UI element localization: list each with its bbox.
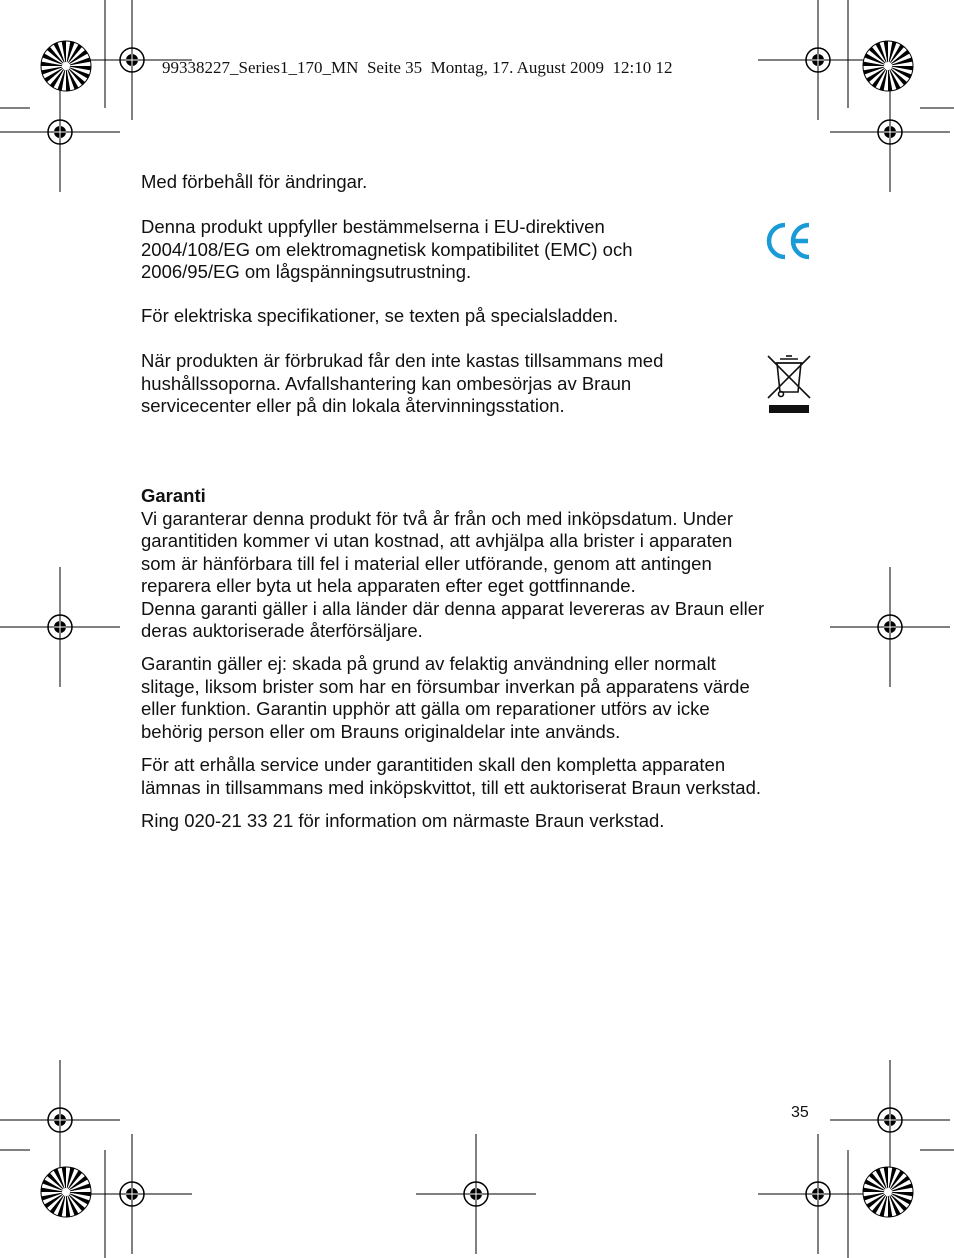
color-calibration-target-icon <box>863 1167 913 1217</box>
disposal-line: servicecenter eller på din lokala återvinningsstation. <box>141 395 565 416</box>
warranty-exclusions <box>141 653 821 743</box>
eu-line: 2004/108/EG om elektromagnetisk kompatibilitet (EMC) och <box>141 238 633 260</box>
service-instructions <box>141 754 821 799</box>
registration-mark-icon <box>758 0 878 120</box>
warranty-heading: Garanti <box>141 485 206 506</box>
service-line: För att erhålla service under garantitiden skall den kompletta apparaten <box>141 754 726 775</box>
disposal-line: När produkten är förbrukad får den inte kastas tillsammans med <box>141 350 664 371</box>
registration-mark-icon <box>0 567 120 687</box>
service-line: lämnas in tillsammans med inköpskvittot, till ett auktoriserat Braun verkstad. <box>141 776 761 798</box>
eu-notice <box>141 216 821 284</box>
warranty-section <box>141 485 821 643</box>
warranty-line: deras auktoriserade återförsäljare. <box>141 620 423 641</box>
registration-mark-icon <box>758 1134 878 1254</box>
registration-mark-icon <box>830 567 950 687</box>
electrical-line: För elektriska specifikationer, se texten på specialsladden. <box>141 305 619 326</box>
registration-mark-icon <box>416 1134 536 1254</box>
notices-section <box>141 171 821 194</box>
warranty-line: som är hänförbara till fel i material eller utförande, genom att antingen <box>141 552 712 574</box>
color-calibration-target-icon <box>41 1167 91 1217</box>
warranty-line: reparera eller byta ut hela apparaten efter eget gottfinnande. <box>141 575 636 596</box>
color-calibration-target-icon <box>863 41 913 91</box>
warranty-line: Denna garanti gäller i alla länder där denna apparat levereras av Braun eller <box>141 597 765 619</box>
eu-line: 2006/95/EG om lågspänningsutrustning. <box>141 261 472 282</box>
exclusion-line: eller funktion. Garantin upphör att gälla om reparationer utförs av icke <box>141 698 710 719</box>
warranty-line: Vi garanterar denna produkt för två år från och med inköpsdatum. Under <box>141 507 733 529</box>
eu-line: Denna produkt uppfyller bestämmelserna i EU-direktiven <box>141 216 605 237</box>
registration-mark-icon <box>0 1060 120 1180</box>
contact-line: Ring 020-21 33 21 för information om närmaste Braun verkstad. <box>141 810 665 831</box>
disposal-line: hushållssoporna. Avfallshantering kan ombesörjas av Braun <box>141 372 632 394</box>
electrical-notice <box>141 305 821 328</box>
disposal-notice <box>141 350 821 418</box>
exclusion-line: behörig person eller om Brauns originaldelar inte används. <box>141 720 621 742</box>
color-calibration-target-icon <box>41 41 91 91</box>
print-header: 99338227_Series1_170_MN Seite 35 Montag, 17. August 2009 12:10 12 <box>162 58 673 77</box>
warranty-line: garantitiden kommer vi utan kostnad, att avhjälpa alla brister i apparaten <box>141 530 733 551</box>
ce-mark-icon <box>765 220 813 262</box>
changes-notice: Med förbehåll för ändringar. <box>141 171 368 192</box>
crossed-out-bin-icon <box>766 354 812 416</box>
page-number: 35 <box>791 1104 809 1121</box>
exclusion-line: Garantin gäller ej: skada på grund av felaktig användning eller normalt <box>141 653 716 674</box>
exclusion-line: slitage, liksom brister som har en försumbar inverkan på apparatens värde <box>141 675 750 697</box>
contact-info <box>141 810 821 833</box>
